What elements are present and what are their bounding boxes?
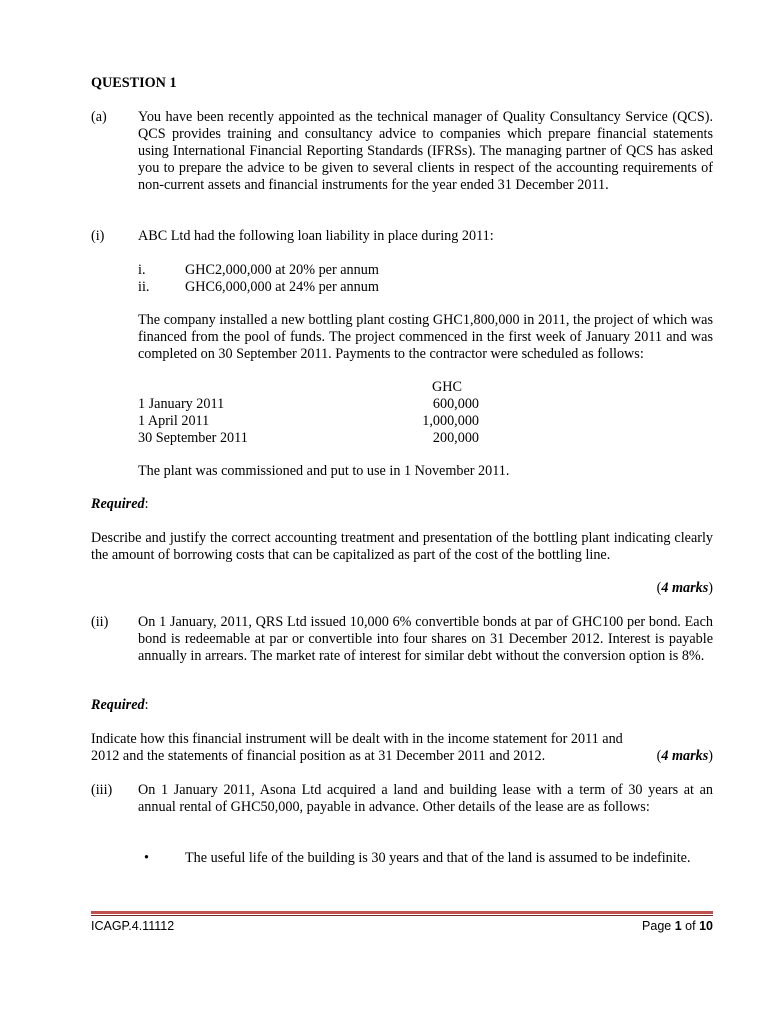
payment-amount: 600,000: [432, 396, 479, 412]
footer-code: ICAGP.4.11112: [91, 919, 175, 933]
payment-schedule: [138, 396, 479, 447]
marks-value: 4 marks: [661, 748, 709, 764]
footer-divider: [91, 915, 713, 916]
of-word: of: [685, 919, 696, 933]
bullet-icon: •: [144, 850, 149, 866]
required-text: Describe and justify the correct accounting treatment and presentation of the bottling plant indicating clearly the amount of borrowing costs that can be capitalized as part of the cost of the bottling line.: [91, 530, 713, 563]
total-pages: 10: [699, 919, 713, 933]
part-i-intro: ABC Ltd had the following loan liability in place during 2011:: [138, 228, 494, 244]
current-page: 1: [674, 919, 682, 933]
loan-number: ii.: [138, 279, 150, 295]
part-a-label: (a): [91, 109, 107, 125]
required-word: Required: [91, 496, 145, 512]
page-number: [642, 918, 713, 934]
part-iii-text: On 1 January 2011, Asona Ltd acquired a land and building lease with a term of 30 years at an annual rental of GHC50,000, payable in advance. Other details of the lease are as follows:: [138, 782, 713, 815]
required-label: Required:: [91, 496, 149, 512]
payment-amount: 200,000: [432, 430, 479, 446]
payment-amount: 1,000,000: [422, 413, 479, 429]
loan-number: i.: [138, 262, 146, 278]
question-title: QUESTION 1: [91, 75, 177, 91]
table-row: [138, 430, 479, 447]
table-row: [138, 396, 479, 413]
part-i-label: (i): [91, 228, 105, 244]
payment-date: 30 September 2011: [138, 430, 248, 446]
footer-divider: [91, 911, 713, 914]
part-i-body: The company installed a new bottling plant costing GHC1,800,000 in 2011, the project of which was financed from the pool of funds. The project commenced in the first week of January 2011 and was completed on 30 September 2011. Payments to the contractor were scheduled as follows:: [138, 312, 713, 362]
commissioned-text: The plant was commissioned and put to use in 1 November 2011.: [138, 463, 510, 479]
marks-label: (4 marks): [656, 580, 713, 596]
marks-value: 4 marks: [661, 580, 709, 596]
currency-header: GHC: [432, 379, 462, 395]
payment-date: 1 January 2011: [138, 396, 225, 412]
page-word: Page: [642, 919, 672, 933]
loan-text: GHC2,000,000 at 20% per annum: [185, 262, 379, 278]
required-text: Indicate how this financial instrument will be dealt with in the income statement for 2011 and 2012 and the statements of financial position as at 31 December 2011 and 2012.: [91, 731, 623, 764]
required-label: Required:: [91, 697, 149, 713]
part-ii-label: (ii): [91, 614, 109, 630]
bullet-text: The useful life of the building is 30 years and that of the land is assumed to be indefinite.: [185, 850, 691, 866]
part-iii-label: (iii): [91, 782, 113, 798]
payment-date: 1 April 2011: [138, 413, 210, 429]
part-ii-text: On 1 January, 2011, QRS Ltd issued 10,000 6% convertible bonds at par of GHC100 per bond. Each bond is redeemable at par or convertible into four shares on 31 December 2012. Interest is payable annually in arrears. The market rate of interest for similar debt without the conversion option is 8%.: [138, 614, 713, 664]
part-a-text: You have been recently appointed as the technical manager of Quality Consultancy Service (QCS). QCS provides training and consultancy advice to companies which prepare financial statements using International Financial Reporting Standards (IFRSs). The managing partner of QCS has asked you to prepare the advice to be given to several clients in respect of the accounting requirements of non-current assets and financial instruments for the year ended 31 December 2011.: [138, 109, 713, 193]
required-word: Required: [91, 697, 145, 713]
loan-text: GHC6,000,000 at 24% per annum: [185, 279, 379, 295]
table-row: [138, 413, 479, 430]
marks-label: (4 marks): [656, 748, 713, 764]
